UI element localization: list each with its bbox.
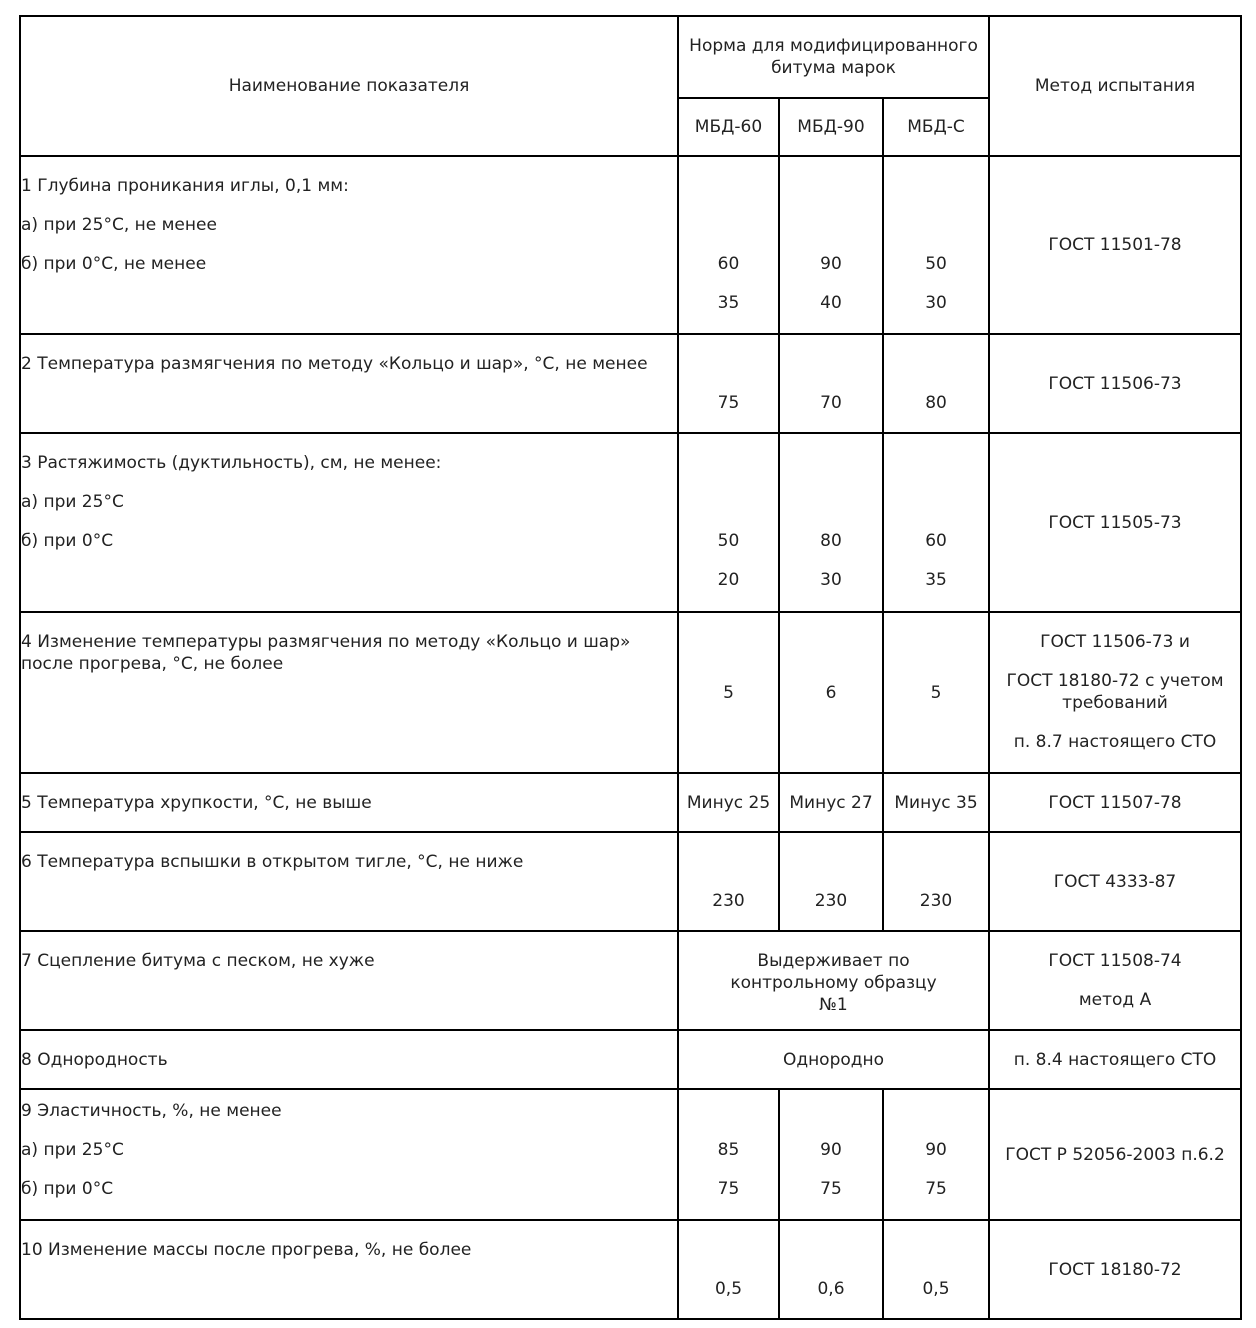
value-cell — [678, 1220, 779, 1319]
value-cell — [678, 433, 779, 612]
value-cell — [678, 156, 779, 334]
merged-value: Однородно — [782, 1049, 885, 1070]
value-cell — [883, 773, 989, 832]
indicator-line: б) при 0°С, не менее — [21, 254, 207, 274]
indicator-line: 3 Растяжимость (дуктильность), см, не менее: — [21, 453, 442, 473]
grade-header-cell — [678, 98, 779, 156]
value-line: 75 — [717, 393, 740, 413]
value-cell — [883, 1089, 989, 1220]
header-name-cell — [20, 16, 678, 156]
value-line: 30 — [925, 293, 947, 313]
indicator-line: 4 Изменение температуры размягчения по методу «Кольцо и шар» после прогрева, °С, не более — [21, 632, 631, 674]
indicator-cell — [20, 773, 678, 832]
merged-value: Выдерживает по контрольному образцу №1 — [730, 951, 937, 1015]
header-name-label: Наименование показателя — [228, 76, 470, 96]
value-line: 60 — [717, 254, 740, 274]
indicator-cell — [20, 156, 678, 334]
grade-header-cell — [883, 98, 989, 156]
value-cell — [883, 334, 989, 433]
method-cell — [989, 612, 1241, 773]
method-line: ГОСТ 18180-72 с учетом требований — [1006, 671, 1224, 713]
table-row — [20, 773, 1241, 832]
value-line: 70 — [820, 393, 842, 413]
indicator-line: 9 Эластичность, %, не менее — [21, 1101, 282, 1121]
value-line: 85 — [717, 1140, 740, 1160]
indicator-cell — [20, 931, 678, 1030]
value-line: 5 — [930, 682, 942, 703]
method-cell — [989, 334, 1241, 433]
value-line: 0,6 — [817, 1279, 845, 1299]
value-cell — [883, 832, 989, 931]
table-row — [20, 931, 1241, 1030]
value-line: 90 — [820, 1140, 842, 1160]
indicator-cell — [20, 334, 678, 433]
value-line: 230 — [814, 891, 848, 911]
method-line: ГОСТ 11508-74 — [1048, 951, 1182, 971]
indicator-line: 8 Однородность — [21, 1049, 168, 1070]
value-cell — [678, 1089, 779, 1220]
value-cell — [779, 334, 883, 433]
method-cell — [989, 156, 1241, 334]
value-cell — [779, 773, 883, 832]
value-cell — [883, 1220, 989, 1319]
value-cell — [883, 156, 989, 334]
grade-label: МБД-С — [907, 117, 965, 137]
indicator-line: а) при 25°С, не менее — [21, 215, 217, 235]
header-method-label: Метод испытания — [1034, 76, 1196, 96]
method-cell — [989, 1089, 1241, 1220]
table-row — [20, 334, 1241, 433]
method-line: ГОСТ 11505-73 — [1048, 512, 1182, 533]
value-line: 230 — [919, 891, 953, 911]
value-line: 75 — [717, 1179, 740, 1199]
value-line: Минус 35 — [894, 792, 978, 813]
value-cell — [779, 156, 883, 334]
indicator-line: 7 Сцепление битума с песком, не хуже — [21, 951, 375, 971]
header-norm-cell — [678, 16, 989, 98]
method-cell — [989, 433, 1241, 612]
method-line: метод А — [1078, 990, 1152, 1010]
method-cell — [989, 1030, 1241, 1089]
indicator-cell — [20, 433, 678, 612]
value-line: 90 — [820, 254, 842, 274]
value-line: 35 — [717, 293, 740, 313]
merged-value-cell — [678, 1030, 989, 1089]
grade-label: МБД-90 — [797, 117, 865, 137]
method-line: ГОСТ 11507-78 — [1048, 792, 1182, 813]
value-line: 75 — [820, 1179, 842, 1199]
method-cell — [989, 931, 1241, 1030]
value-cell — [779, 832, 883, 931]
method-line: ГОСТ 4333-87 — [1053, 871, 1177, 892]
value-line: 20 — [717, 570, 740, 590]
grade-header-cell — [779, 98, 883, 156]
value-cell — [678, 334, 779, 433]
value-cell — [779, 612, 883, 773]
indicator-line: б) при 0°С — [21, 531, 114, 551]
indicator-cell — [20, 1030, 678, 1089]
method-cell — [989, 1220, 1241, 1319]
value-cell — [883, 612, 989, 773]
indicator-line: 1 Глубина проникания иглы, 0,1 мм: — [21, 176, 349, 196]
method-line: ГОСТ 18180-72 — [1048, 1259, 1182, 1280]
indicator-line: а) при 25°С — [21, 492, 124, 512]
table-row — [20, 433, 1241, 612]
value-line: 50 — [925, 254, 947, 274]
value-cell — [779, 1089, 883, 1220]
indicator-cell — [20, 832, 678, 931]
value-cell — [779, 433, 883, 612]
method-line: ГОСТ 11506-73 — [1048, 373, 1182, 394]
value-cell — [678, 773, 779, 832]
indicator-line: а) при 25°С — [21, 1140, 124, 1160]
method-line: ГОСТ Р 52056-2003 п.6.2 — [1005, 1144, 1225, 1165]
value-line: Минус 25 — [686, 792, 771, 813]
method-line: ГОСТ 11501-78 — [1048, 235, 1182, 255]
value-line: 30 — [820, 570, 842, 590]
indicator-line: 6 Температура вспышки в открытом тигле, °С, не ниже — [21, 852, 524, 872]
indicator-cell — [20, 1089, 678, 1220]
indicator-cell — [20, 612, 678, 773]
value-cell — [883, 433, 989, 612]
indicator-cell — [20, 1220, 678, 1319]
method-cell — [989, 773, 1241, 832]
value-line: 5 — [723, 682, 734, 703]
table-row — [20, 1089, 1241, 1220]
value-line: 80 — [820, 531, 842, 551]
value-line: Минус 27 — [789, 792, 873, 813]
indicator-line: 5 Температура хрупкости, °С, не выше — [21, 792, 372, 813]
value-line: 35 — [925, 570, 947, 590]
value-line: 40 — [820, 293, 842, 313]
merged-value-cell — [678, 931, 989, 1030]
indicator-line: 10 Изменение массы после прогрева, %, не более — [21, 1240, 472, 1260]
method-line: п. 8.4 настоящего СТО — [1013, 1049, 1217, 1070]
method-line: ГОСТ 11506-73 и — [1040, 632, 1190, 652]
table-row — [20, 612, 1241, 773]
specification-table — [19, 15, 1242, 1320]
value-line: 60 — [925, 531, 947, 551]
indicator-line: 2 Температура размягчения по методу «Кольцо и шар», °С, не менее — [21, 354, 648, 374]
table-row — [20, 832, 1241, 931]
value-line: 80 — [925, 393, 947, 413]
header-method-cell — [989, 16, 1241, 156]
table-row — [20, 1220, 1241, 1319]
header-norm-label: Норма для модифицированного битума марок — [689, 36, 978, 78]
value-cell — [678, 832, 779, 931]
value-line: 50 — [717, 531, 740, 551]
method-line: п. 8.7 настоящего СТО — [1013, 732, 1217, 752]
value-line: 230 — [712, 891, 745, 911]
value-line: 6 — [825, 682, 837, 703]
grade-label: МБД-60 — [694, 117, 763, 137]
value-line: 0,5 — [922, 1279, 950, 1299]
value-line: 75 — [925, 1179, 947, 1199]
indicator-line: б) при 0°С — [21, 1179, 114, 1199]
table-row — [20, 156, 1241, 334]
value-line: 90 — [925, 1140, 947, 1160]
value-cell — [779, 1220, 883, 1319]
table-row — [20, 1030, 1241, 1089]
value-cell — [678, 612, 779, 773]
value-line: 0,5 — [714, 1279, 743, 1299]
method-cell — [989, 832, 1241, 931]
